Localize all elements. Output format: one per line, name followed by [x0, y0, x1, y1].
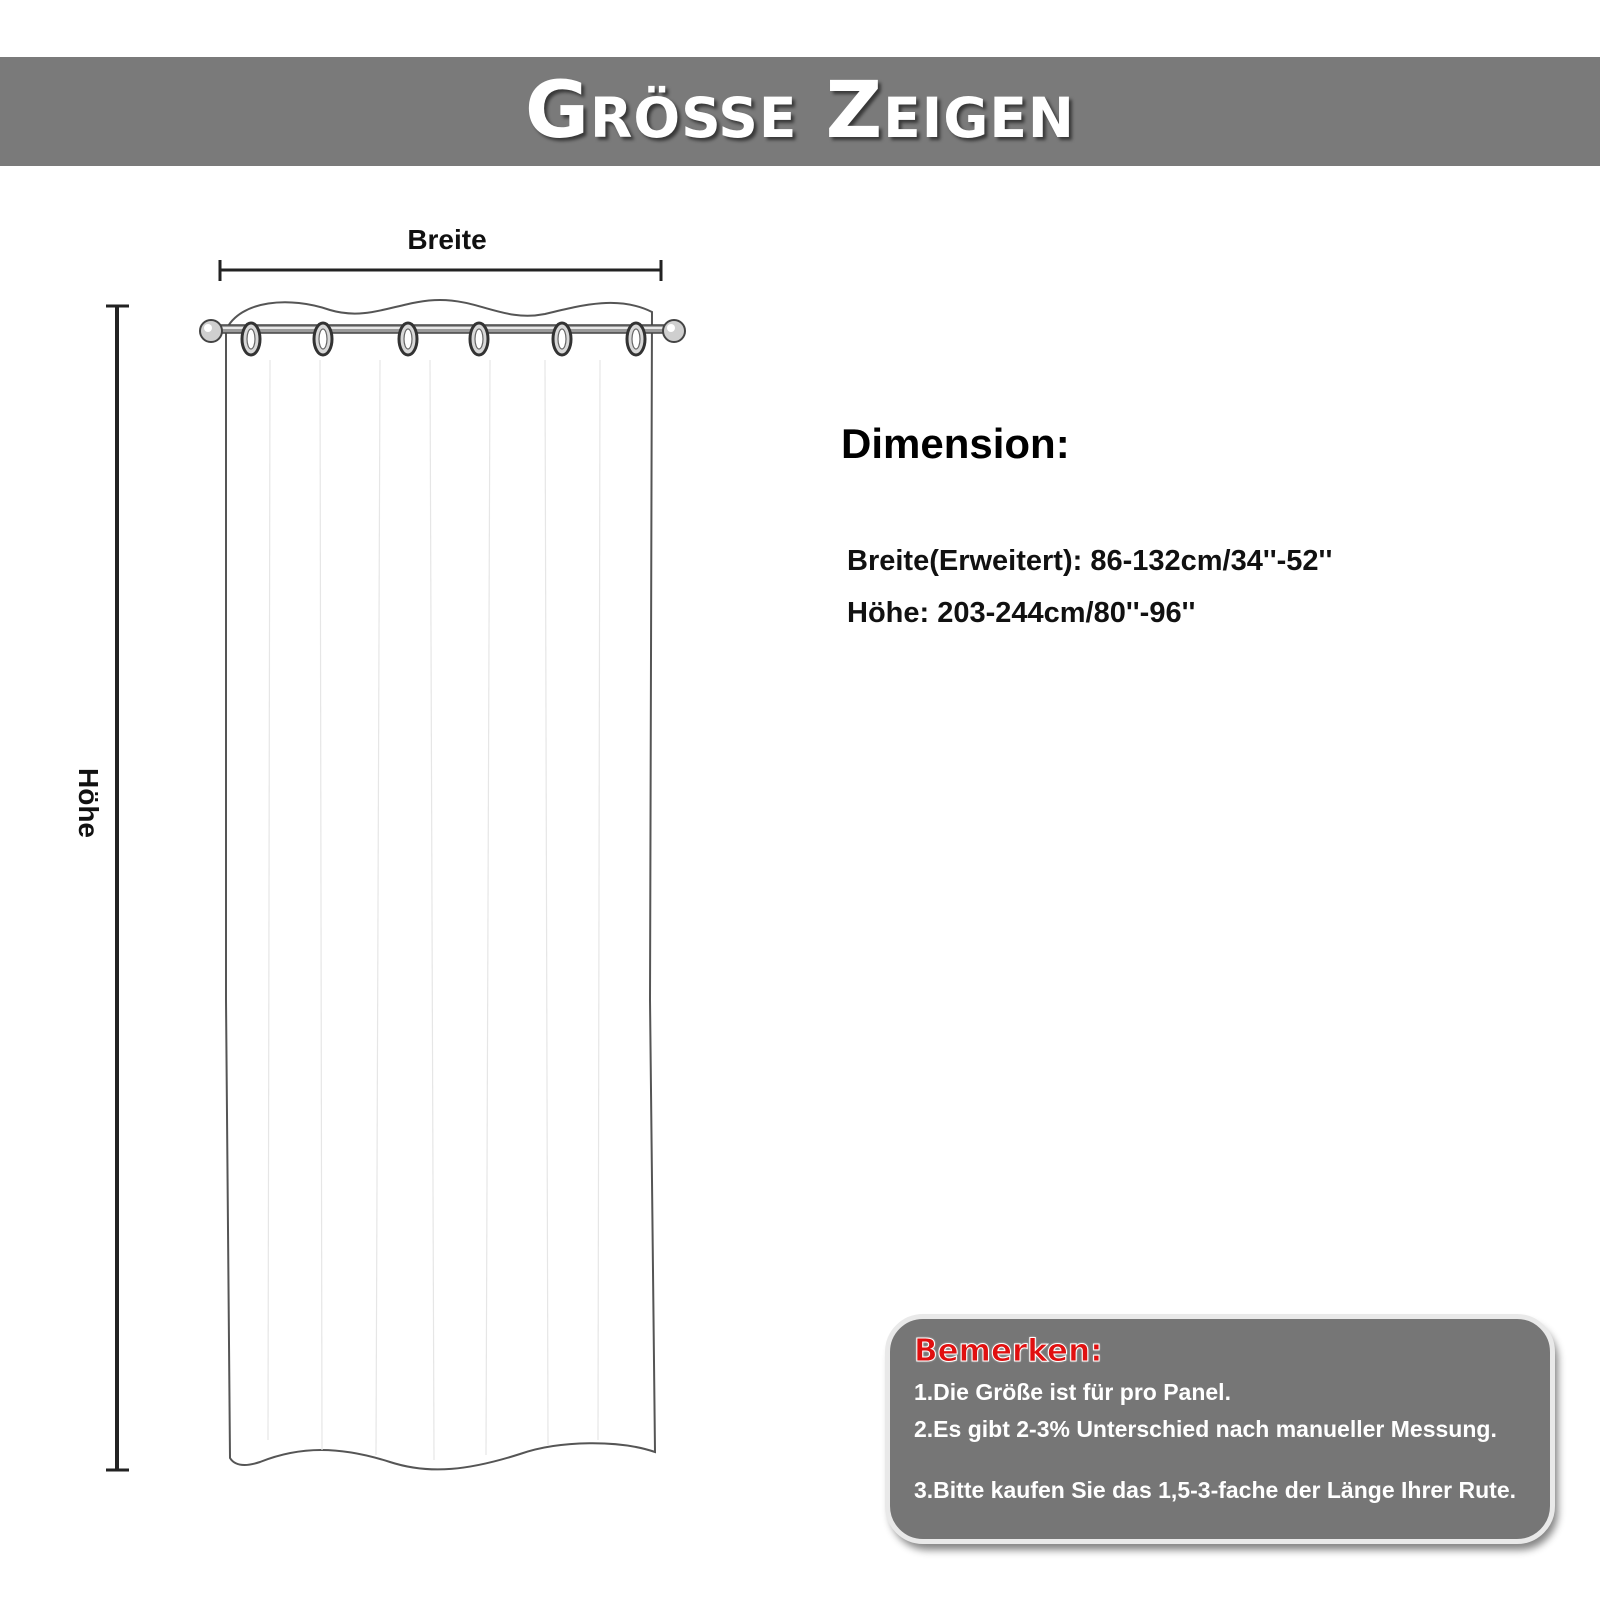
width-measure-line: [220, 260, 661, 281]
height-spec: Höhe: 203-244cm/80''-96'': [847, 597, 1196, 629]
note-item: 3.Bitte kaufen Sie das 1,5-3-fache der Länge Ihrer Rute.: [914, 1477, 1517, 1503]
notes-title: Bemerken:: [914, 1333, 1103, 1369]
notes-box: [885, 1314, 1555, 1544]
height-label: Höhe: [73, 768, 104, 838]
page-title: Größe Zeigen: [525, 66, 1075, 156]
height-measure-line: [106, 306, 129, 1470]
note-item: 1.Die Größe ist für pro Panel.: [914, 1379, 1231, 1405]
width-spec: Breite(Erweitert): 86-132cm/34''-52'': [847, 545, 1333, 577]
width-label: Breite: [407, 224, 487, 255]
curtain-panel: [226, 300, 655, 1469]
dimension-heading: Dimension:: [841, 420, 1070, 467]
note-item: 2.Es gibt 2-3% Unterschied nach manueller Messung.: [914, 1416, 1497, 1442]
